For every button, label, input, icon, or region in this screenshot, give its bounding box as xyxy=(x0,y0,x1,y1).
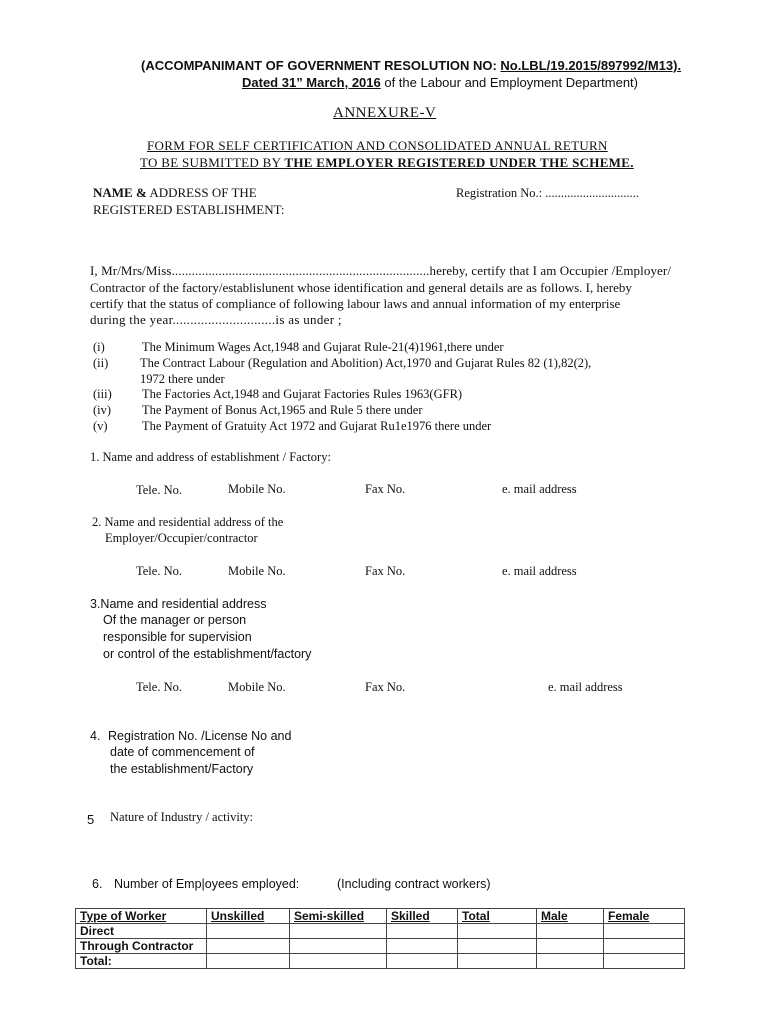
table-cell xyxy=(387,939,458,954)
section3-title-line3: responsible for supervision xyxy=(103,630,252,644)
table-row xyxy=(76,954,685,969)
table-cell xyxy=(207,924,290,939)
law-text: The Minimum Wages Act,1948 and Gujarat Rule-21(4)1961,there under xyxy=(142,340,504,354)
section6-number: 6. xyxy=(92,877,103,891)
section4-title-line2: date of commencement of xyxy=(110,745,255,759)
establishment-label xyxy=(93,185,257,201)
table-cell xyxy=(207,939,290,954)
email-label: e. mail address xyxy=(548,680,623,694)
table-cell xyxy=(537,939,604,954)
table-cell xyxy=(207,954,290,969)
law-number: (i) xyxy=(93,340,105,354)
resolution-line xyxy=(141,58,681,73)
law-text: The Factories Act,1948 and Gujarat Factories Rules 1963(GFR) xyxy=(142,387,463,401)
form-title-line2 xyxy=(140,155,634,171)
email-label: e. mail address xyxy=(502,482,577,496)
table-cell xyxy=(604,924,685,939)
email-label: e. mail address xyxy=(502,564,577,578)
section3-title: 3.Name and residential address xyxy=(90,597,267,611)
fax-label: Fax No. xyxy=(365,564,406,578)
table-header-row xyxy=(76,909,685,924)
declaration-line4: during the year.............................is as under ; xyxy=(90,312,342,327)
establishment-label-rest: ADDRESS OF THE xyxy=(146,185,257,200)
column-header: Skilled xyxy=(387,909,458,924)
law-text: The Payment of Gratuity Act 1972 and Gujarat Ru1e1976 there under xyxy=(142,419,492,433)
law-number: (iv) xyxy=(93,403,112,417)
mobile-label: Mobile No. xyxy=(228,564,286,578)
section4-number: 4. xyxy=(90,729,101,743)
table-row xyxy=(76,939,685,954)
section1-title: 1. Name and address of establishment / Factory: xyxy=(90,450,331,464)
column-header: Total xyxy=(458,909,537,924)
form-title-line1: FORM FOR SELF CERTIFICATION AND CONSOLIDATED ANNUAL RETURN xyxy=(147,138,608,153)
law-number: (iii) xyxy=(93,387,112,401)
resolution-date: Dated 31” March, 2016 xyxy=(242,75,381,90)
law-number: (ii) xyxy=(93,356,109,370)
table-cell xyxy=(458,939,537,954)
row-label: Direct xyxy=(76,924,207,939)
section2-title-line2: Employer/Occupier/contractor xyxy=(105,531,258,545)
column-header: Female xyxy=(604,909,685,924)
declaration-line1: I, Mr/Mrs/Miss.............................................................................hereby, certify that I am Occupier /Employer/ xyxy=(90,263,672,278)
table-cell xyxy=(387,954,458,969)
resolution-number: No.LBL/19.2015/897992/M13). xyxy=(500,58,682,73)
section2-title: 2. Name and residential address of the xyxy=(92,515,284,529)
table-cell xyxy=(458,924,537,939)
tele-label: Tele. No. xyxy=(136,680,182,694)
annexure-title: ANNEXURE-V xyxy=(333,105,437,121)
section6-title: Number of Emp|oyees employed: xyxy=(114,877,300,891)
section6-note: (Including contract workers) xyxy=(337,877,491,891)
table-cell xyxy=(387,924,458,939)
section5-title: Nature of Industry / activity: xyxy=(110,810,254,824)
section4-title-line3: the establishment/Factory xyxy=(110,762,254,776)
tele-label: Tele. No. xyxy=(136,483,182,497)
mobile-label: Mobile No. xyxy=(228,482,286,496)
fax-label: Fax No. xyxy=(365,482,406,496)
law-text: The Payment of Bonus Act,1965 and Rule 5 there under xyxy=(142,403,423,417)
declaration-line2: Contractor of the factory/establislunent whose identification and general details are as follows. I, hereby xyxy=(90,280,632,295)
establishment-label-bold: NAME & xyxy=(93,185,147,200)
row-label: Through Contractor xyxy=(76,939,207,954)
table-cell xyxy=(604,954,685,969)
column-header: Semi-skilled xyxy=(290,909,387,924)
row-label: Total: xyxy=(76,954,207,969)
section3-title-line4: or control of the establishment/factory xyxy=(103,647,312,661)
registration-number-field: Registration No.: .............................. xyxy=(456,186,639,200)
resolution-prefix: (ACCOMPANIMANT OF GOVERNMENT RESOLUTION NO: xyxy=(141,58,501,73)
law-text-continued: 1972 there under xyxy=(140,372,225,386)
employees-table xyxy=(75,908,685,969)
table-cell xyxy=(537,924,604,939)
column-header: Type of Worker xyxy=(76,909,207,924)
form-title-prefix: TO BE SUBMITTED BY xyxy=(140,155,285,170)
tele-label: Tele. No. xyxy=(136,564,182,578)
form-title-bold: THE EMPLOYER REGISTERED UNDER THE SCHEME. xyxy=(284,155,634,170)
section5-number: 5 xyxy=(87,812,95,827)
mobile-label: Mobile No. xyxy=(228,680,286,694)
table-cell xyxy=(458,954,537,969)
law-text: The Contract Labour (Regulation and Abolition) Act,1970 and Gujarat Rules 82 (1),82(2), xyxy=(140,356,592,370)
table-cell xyxy=(604,939,685,954)
column-header: Male xyxy=(537,909,604,924)
table-cell xyxy=(537,954,604,969)
table-cell xyxy=(290,924,387,939)
establishment-label-line2: REGISTERED ESTABLISHMENT: xyxy=(93,202,285,217)
section4-title: Registration No. /License No and xyxy=(108,729,292,743)
resolution-date-line xyxy=(242,75,638,90)
table-cell xyxy=(290,939,387,954)
resolution-department: of the Labour and Employment Department) xyxy=(380,75,638,90)
table-cell xyxy=(290,954,387,969)
law-number: (v) xyxy=(93,419,108,433)
section3-title-line2: Of the manager or person xyxy=(103,613,247,627)
table-row xyxy=(76,924,685,939)
fax-label: Fax No. xyxy=(365,680,406,694)
column-header: Unskilled xyxy=(207,909,290,924)
declaration-line3: certify that the status of compliance of following labour laws and annual information of my enterprise xyxy=(90,296,621,311)
